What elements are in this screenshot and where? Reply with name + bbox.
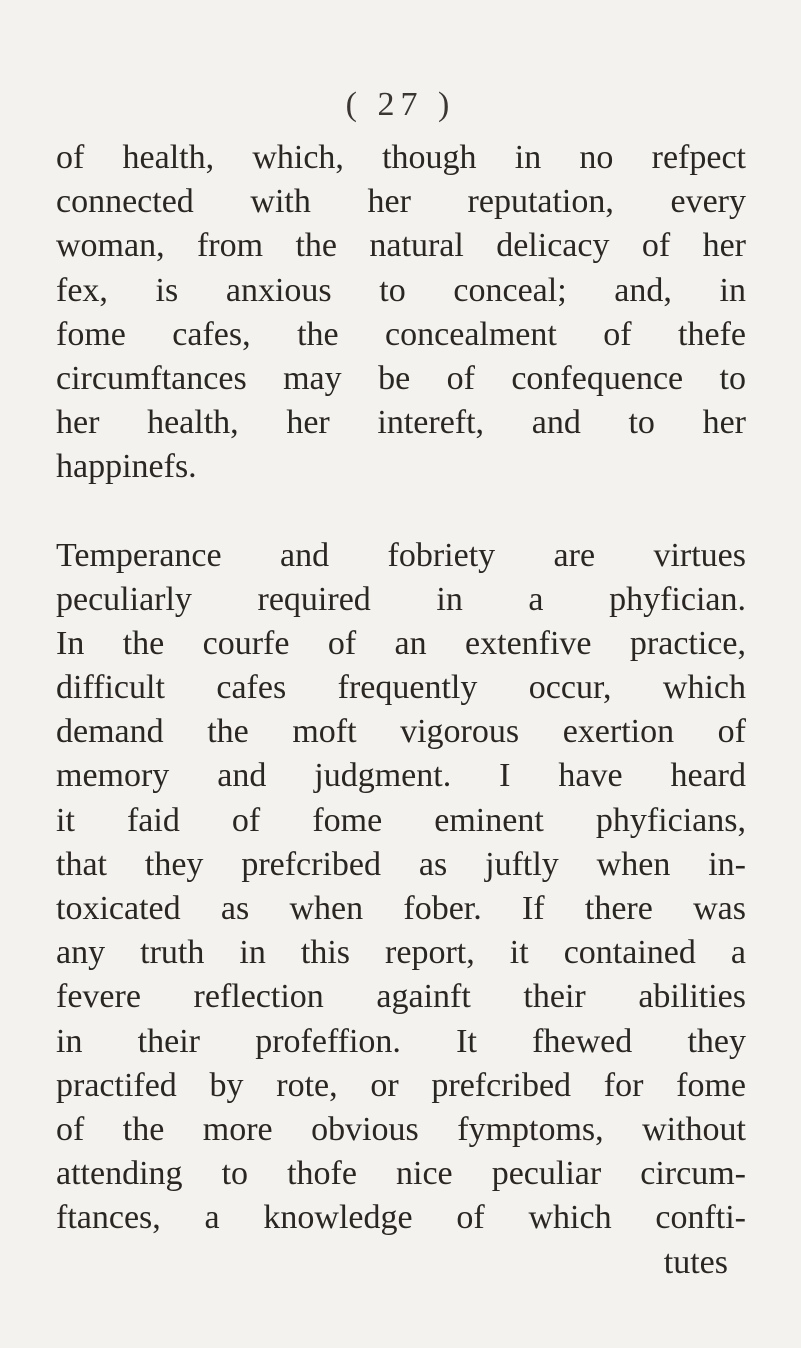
text-line: it faid of fome eminent phyficians, [56, 801, 746, 839]
text-line: Temperance and fobriety are virtues [56, 536, 746, 574]
body-text [56, 136, 746, 1285]
text-line: toxicated as when fober. If there was [56, 890, 746, 927]
paragraph-gap [56, 490, 746, 534]
page-number: ( 27 ) [345, 86, 456, 123]
text-line: that they prefcribed as juftly when in- [56, 845, 746, 883]
text-line: woman, from the natural delicacy of her [56, 227, 746, 265]
text-line: fevere reflection againft their abilities [56, 978, 746, 1016]
text-line: demand the moft vigorous exertion of [56, 713, 746, 751]
text-line: connected with her reputation, every [56, 183, 746, 221]
text-line: her health, her intereft, and to her [56, 404, 746, 442]
text-line: attending to thofe nice peculiar circum- [56, 1155, 746, 1193]
text-line: practifed by rote, or prefcribed for fome [56, 1066, 746, 1104]
catchword: tutes [663, 1243, 728, 1281]
text-line: difficult cafes frequently occur, which [56, 669, 746, 707]
paragraph-1 [56, 136, 746, 490]
text-line: of the more obvious fymptoms, without [56, 1110, 746, 1148]
paragraph-2 [56, 534, 746, 1241]
text-line: memory and judgment. I have heard [56, 757, 746, 795]
text-line: fex, is anxious to conceal; and, in [56, 271, 746, 309]
text-line: fome cafes, the concealment of thefe [56, 315, 746, 353]
text-line: in their profeffion. It fhewed they [56, 1022, 746, 1060]
text-line: any truth in this report, it contained a [56, 934, 746, 972]
text-line: In the courfe of an extenfive practice, [56, 624, 746, 662]
text-line: circumftances may be of confequence to [56, 359, 746, 397]
text-line: of health, which, though in no refpect [56, 139, 746, 176]
text-line: happinefs. [56, 448, 197, 486]
text-line: peculiarly required in a phyfician. [56, 580, 746, 618]
text-line: ftances, a knowledge of which confti- [56, 1199, 746, 1237]
